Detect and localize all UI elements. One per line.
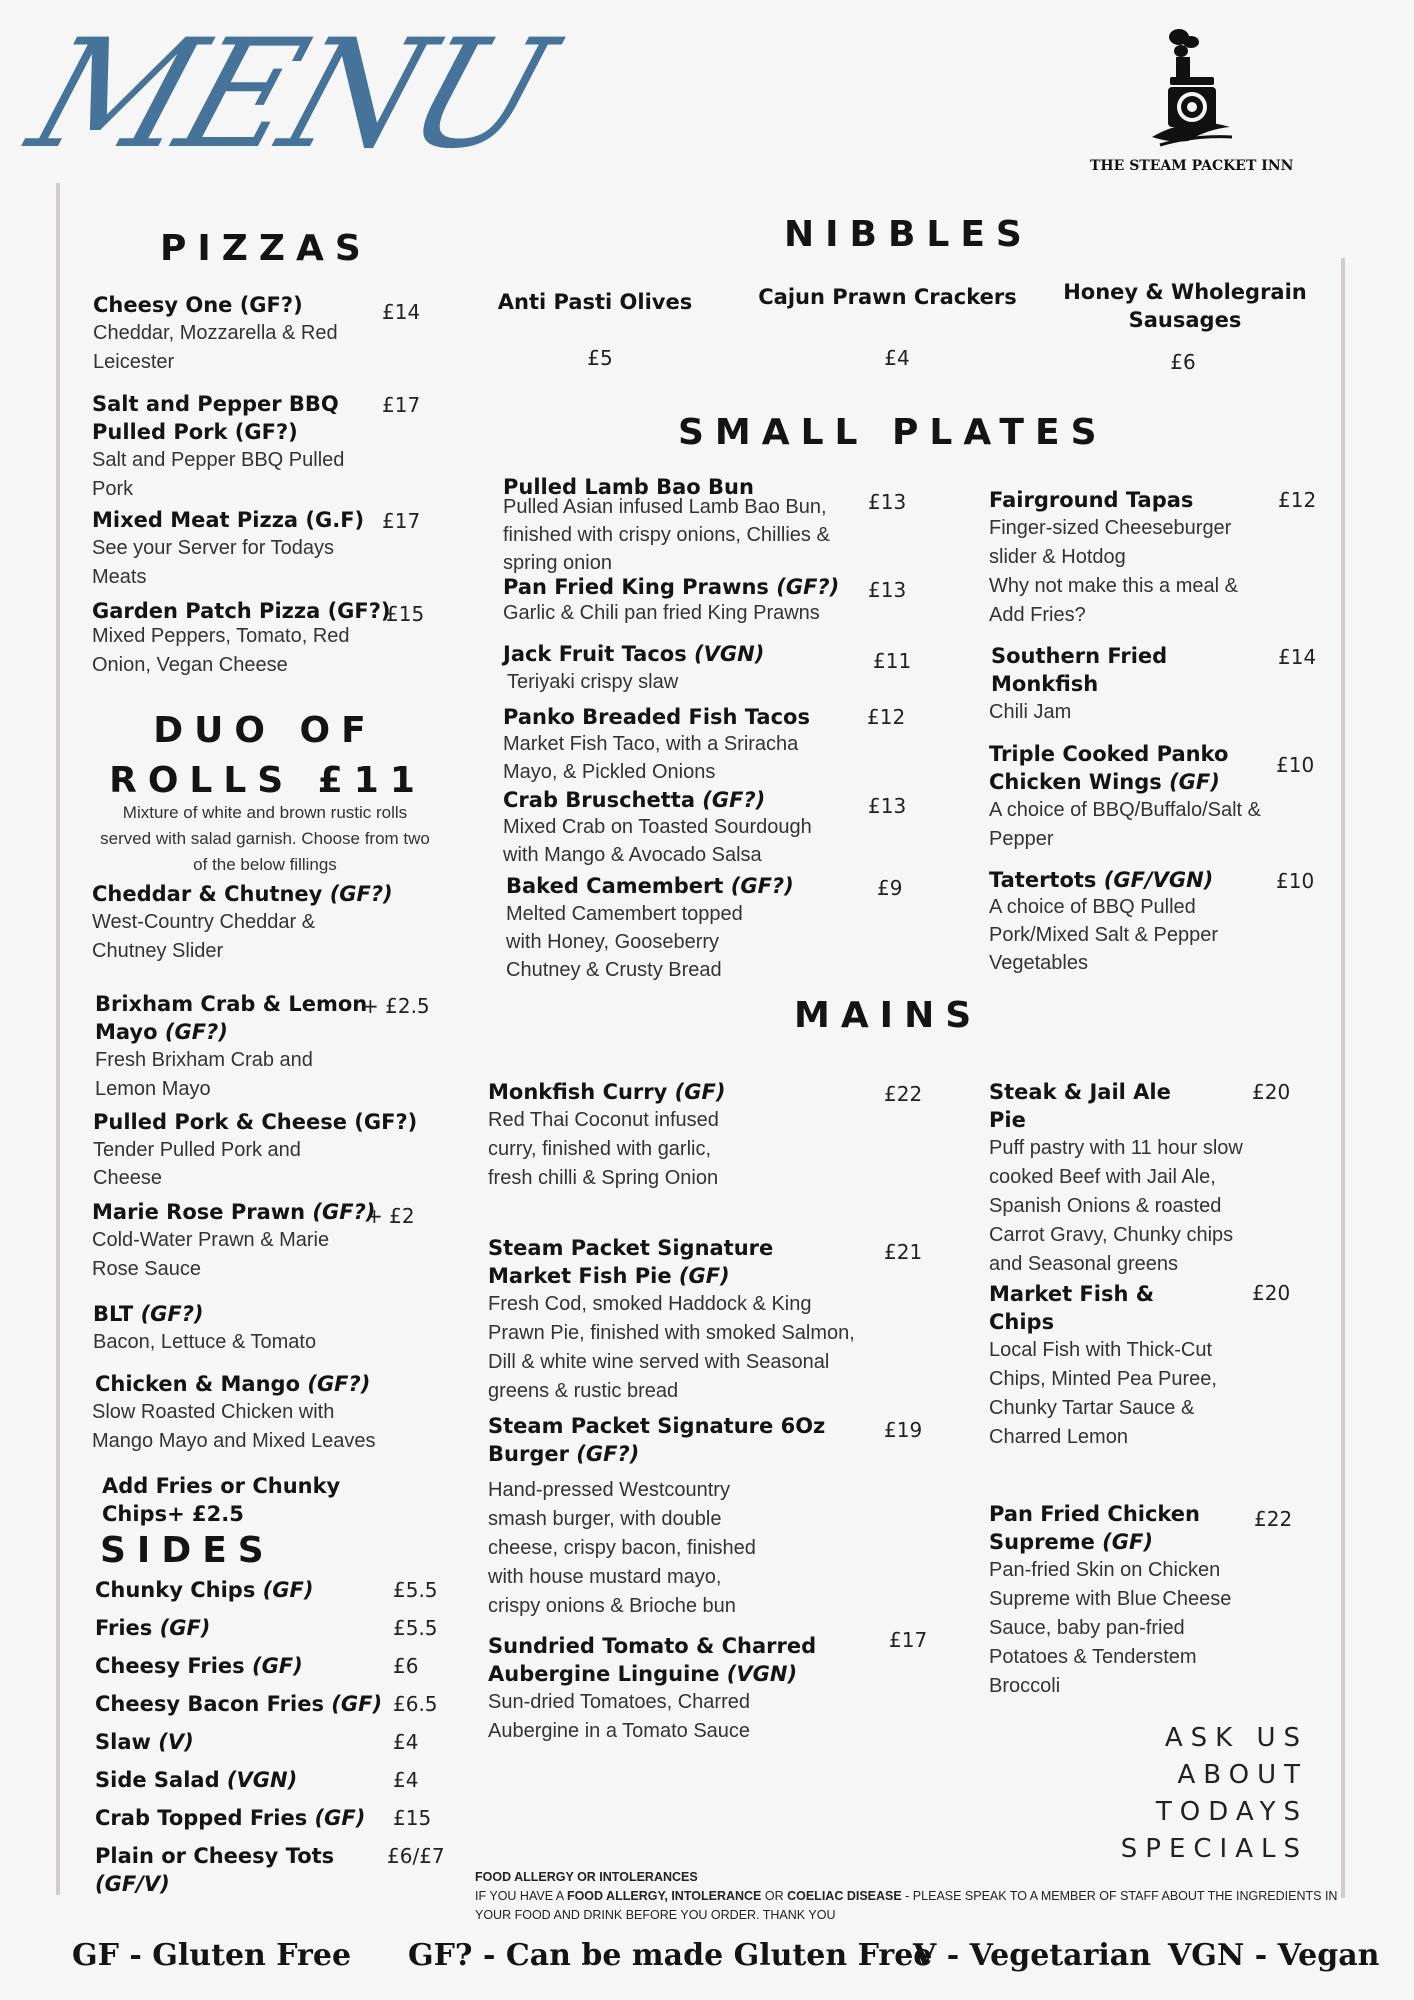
side-price: £5.5 <box>393 1616 438 1640</box>
duo-intro: Mixture of white and brown rustic rolls served with salad garnish. Choose from two of the below fillings <box>100 803 430 874</box>
plate-name: Tatertots <box>989 868 1097 892</box>
main-item <box>488 1412 868 1621</box>
main-desc: Red Thai Coconut infused curry, finished with garlic, fresh chilli & Spring Onion <box>488 1109 719 1189</box>
plate-item <box>503 704 843 786</box>
plate-price: £12 <box>1278 488 1317 512</box>
duo-tag: (GF?) <box>164 1020 228 1044</box>
nibble-price: £6 <box>1170 350 1196 374</box>
main-item <box>989 1500 1279 1701</box>
legend-gfq: GF? - Can be made Gluten Free <box>408 1938 933 1973</box>
menu-title: MENU <box>11 8 566 182</box>
plate-desc-extra: Why not make this a meal & Add Fries? <box>989 575 1238 626</box>
plate-price: £14 <box>1278 645 1317 669</box>
allergy-bold: FOOD ALLERGY, INTOLERANCE <box>566 1889 762 1903</box>
main-desc: Local Fish with Thick-Cut Chips, Minted Pea Puree, Chunky Tartar Sauce & Charred Lemon <box>989 1339 1217 1448</box>
duo-tag: (GF?) <box>329 882 393 906</box>
main-item <box>488 1078 868 1193</box>
specials-line: ABOUT <box>1177 1760 1308 1790</box>
nibble-price: £4 <box>884 346 910 370</box>
side-item <box>95 1728 445 1766</box>
plate-item <box>989 740 1279 854</box>
side-price: £6 <box>393 1654 419 1678</box>
nibble-name: Honey & Wholegrain Sausages <box>1063 280 1307 332</box>
pizza-price: £17 <box>382 393 421 417</box>
side-name: Chunky Chips <box>95 1578 256 1602</box>
side-item <box>95 1652 445 1690</box>
side-name: Plain or Cheesy Tots <box>95 1844 335 1868</box>
allergy-bold: COELIAC DISEASE <box>787 1889 902 1903</box>
plate-price: £13 <box>868 490 907 514</box>
main-item <box>989 1078 1279 1279</box>
main-desc: Pan-fried Skin on Chicken Supreme with Blue Cheese Sauce, baby pan-fried Potatoes & Tenderstem Broccoli <box>989 1559 1232 1697</box>
plate-price: £9 <box>877 876 903 900</box>
plate-tag: (GF?) <box>776 575 840 599</box>
plate-item <box>503 574 843 626</box>
pizza-desc: Mixed Peppers, Tomato, Red Onion, Vegan Cheese <box>92 625 350 676</box>
plate-price: £12 <box>867 705 906 729</box>
side-name: Cheesy Bacon Fries <box>95 1692 324 1716</box>
pizza-item <box>92 390 432 504</box>
side-item <box>95 1842 445 1902</box>
duo-desc: Fresh Brixham Crab and Lemon Mayo <box>95 1049 313 1100</box>
side-item <box>95 1766 445 1804</box>
logo <box>1090 25 1294 174</box>
main-tag: (GF) <box>674 1080 726 1104</box>
plate-price: £11 <box>873 649 912 673</box>
side-name: Slaw <box>95 1730 151 1754</box>
side-item <box>95 1804 445 1842</box>
plate-name: Fairground Tapas <box>989 488 1194 512</box>
side-tag: (V) <box>158 1730 194 1754</box>
plate-name: Jack Fruit Tacos <box>503 642 687 666</box>
plate-desc: Pulled Asian infused Lamb Bao Bun, finished with crispy onions, Chillies & spring onion <box>503 496 830 574</box>
side-tag: (GF) <box>262 1578 314 1602</box>
plate-name: Pulled Lamb Bao Bun <box>503 475 754 499</box>
main-price: £19 <box>884 1418 923 1442</box>
main-desc: Puff pastry with 11 hour slow cooked Beef with Jail Ale, Spanish Onions & roasted Carrot Gravy, Chunky chips and Seasonal greens <box>989 1137 1243 1275</box>
duo-title-line1: DUO OF <box>153 710 377 751</box>
specials-line: TODAYS <box>1155 1797 1308 1827</box>
main-item <box>488 1234 868 1406</box>
duo-tag: (GF?) <box>140 1302 204 1326</box>
logo-name: THE STEAM PACKET INN <box>1090 158 1294 174</box>
plate-name: Panko Breaded Fish Tacos <box>503 705 810 729</box>
duo-desc: Cold-Water Prawn & Marie Rose Sauce <box>92 1229 330 1280</box>
side-item <box>95 1614 445 1652</box>
plate-item <box>989 486 1279 630</box>
main-name: Sundried Tomato & Charred Aubergine Linguine <box>488 1634 817 1686</box>
duo-title-line2: ROLLS £11 <box>109 760 426 801</box>
pizza-name: Cheesy One (GF?) <box>93 293 303 317</box>
duo-price: + £2 <box>366 1204 415 1228</box>
specials-line: SPECIALS <box>1120 1834 1308 1864</box>
plate-price: £13 <box>868 794 907 818</box>
side-tag: (GF/V) <box>95 1872 170 1896</box>
main-item <box>989 1280 1279 1452</box>
plate-name: Southern Fried Monkfish <box>991 644 1168 696</box>
main-price: £22 <box>884 1082 923 1106</box>
plate-desc: Melted Camembert topped with Honey, Gooseberry Chutney & Crusty Bread <box>506 903 743 981</box>
side-name: Cheesy Fries <box>95 1654 245 1678</box>
duo-desc: Slow Roasted Chicken with Mango Mayo and Mixed Leaves <box>92 1401 376 1452</box>
duo-name: Brixham Crab & Lemon Mayo <box>95 992 368 1044</box>
plate-desc: Finger-sized Cheeseburger slider & Hotdog <box>989 517 1232 568</box>
side-tag: (GF) <box>314 1806 366 1830</box>
specials-line: ASK US <box>1164 1723 1308 1753</box>
pizza-name: Salt and Pepper BBQ Pulled Pork (GF?) <box>92 392 339 444</box>
plate-tag: (VGN) <box>694 642 765 666</box>
side-price: £4 <box>393 1730 419 1754</box>
duo-name: Pulled Pork & Cheese (GF?) <box>93 1110 418 1134</box>
plate-tag: (GF?) <box>702 788 766 812</box>
allergy-notice <box>475 1868 1355 1925</box>
plate-item <box>506 872 846 984</box>
pizzas-title: PIZZAS <box>160 228 372 269</box>
plate-desc: A choice of BBQ/Buffalo/Salt & Pepper <box>989 799 1262 850</box>
side-price: £5.5 <box>393 1578 438 1602</box>
plate-tag: (GF?) <box>730 874 794 898</box>
plate-item <box>989 867 1279 977</box>
main-tag: (GF) <box>1102 1530 1153 1554</box>
small-plates-title: SMALL PLATES <box>678 412 1108 453</box>
main-price: £17 <box>889 1628 928 1652</box>
duo-tag: (GF?) <box>312 1200 376 1224</box>
duo-addon: Add Fries or Chunky Chips+ £2.5 <box>102 1474 341 1526</box>
main-name: Market Fish & Chips <box>989 1282 1155 1334</box>
main-item <box>488 1632 868 1746</box>
plate-item <box>503 787 843 869</box>
plate-desc: Mixed Crab on Toasted Sourdough with Mango & Avocado Salsa <box>503 816 812 866</box>
main-name: Monkfish Curry <box>488 1080 668 1104</box>
plate-tag: (GF/VGN) <box>1103 868 1214 892</box>
side-tag: (GF) <box>331 1692 383 1716</box>
plate-price: £10 <box>1276 869 1315 893</box>
allergy-text: OR <box>761 1889 788 1903</box>
duo-desc: Bacon, Lettuce & Tomato <box>93 1331 317 1353</box>
side-price: £6/£7 <box>387 1844 445 1868</box>
duo-name: Marie Rose Prawn <box>92 1200 306 1224</box>
nibble-name: Anti Pasti Olives <box>497 290 693 314</box>
main-desc: Sun-dried Tomatoes, Charred Aubergine in a Tomato Sauce <box>488 1691 751 1742</box>
main-tag: (VGN) <box>726 1662 798 1686</box>
specials-note <box>1121 1720 1308 1868</box>
legend-gf: GF - Gluten Free <box>72 1938 352 1973</box>
main-tag: (GF?) <box>576 1442 640 1466</box>
pizza-desc: Cheddar, Mozzarella & Red Leicester <box>93 322 338 373</box>
side-name: Fries <box>95 1616 153 1640</box>
plate-name: Crab Bruschetta <box>503 788 695 812</box>
plate-tag: (GF) <box>1169 770 1220 794</box>
duo-item <box>92 880 422 966</box>
main-name: Steak & Jail Ale Pie <box>989 1080 1171 1132</box>
duo-name: Cheddar & Chutney <box>92 882 323 906</box>
plate-price: £13 <box>868 578 907 602</box>
pizza-price: £17 <box>382 509 421 533</box>
nibble-price: £5 <box>587 346 613 370</box>
pizza-name: Garden Patch Pizza (GF?) <box>92 599 391 623</box>
plate-item <box>503 640 843 697</box>
steam-train-logo-icon <box>1090 25 1290 150</box>
main-name: Pan Fried Chicken Supreme <box>989 1502 1201 1554</box>
side-item <box>95 1690 445 1728</box>
mains-title: MAINS <box>794 995 983 1036</box>
plate-item <box>991 642 1281 727</box>
side-item <box>95 1576 445 1614</box>
side-tag: (VGN) <box>226 1768 298 1792</box>
legend-vgn: VGN - Vegan <box>1168 1938 1380 1973</box>
duo-item <box>93 1300 423 1357</box>
plate-desc: Market Fish Taco, with a Sriracha Mayo, & Pickled Onions <box>503 733 799 783</box>
plate-name: Triple Cooked Panko Chicken Wings <box>989 742 1229 794</box>
sides-title: SIDES <box>100 1530 275 1571</box>
pizza-price: £15 <box>386 602 425 626</box>
duo-item <box>92 1370 422 1456</box>
nibbles-title: NIBBLES <box>784 214 1033 255</box>
side-price: £6.5 <box>393 1692 438 1716</box>
duo-item <box>93 1108 423 1192</box>
pizza-item <box>92 506 432 592</box>
main-desc: Hand-pressed Westcountry smash burger, with double cheese, crispy bacon, finished with house mustard mayo, crispy onions & Brioche bun <box>488 1479 756 1617</box>
side-name: Crab Topped Fries <box>95 1806 308 1830</box>
side-price: £15 <box>393 1806 432 1830</box>
right-rule <box>1341 258 1345 1898</box>
allergy-text: IF YOU HAVE A <box>475 1889 567 1903</box>
left-rule <box>56 183 60 1895</box>
main-tag: (GF) <box>678 1264 730 1288</box>
plate-desc: Teriyaki crispy slaw <box>507 671 679 693</box>
main-price: £22 <box>1254 1507 1293 1531</box>
duo-desc: Tender Pulled Pork and Cheese <box>93 1139 301 1189</box>
duo-tag: (GF?) <box>307 1372 371 1396</box>
plate-name: Pan Fried King Prawns <box>503 575 769 599</box>
plate-name: Baked Camembert <box>506 874 724 898</box>
allergy-text: - PLEASE SPEAK TO A MEMBER OF STAFF ABOUT THE INGREDIENTS IN YOUR FOOD AND DRINK BEFORE YOU ORDER. THANK YOU <box>475 1889 1338 1922</box>
side-price: £4 <box>393 1768 419 1792</box>
plate-desc: Garlic & Chili pan fried King Prawns <box>503 602 820 624</box>
main-price: £21 <box>884 1240 923 1264</box>
main-price: £20 <box>1252 1281 1291 1305</box>
plate-desc: A choice of BBQ Pulled Pork/Mixed Salt & Pepper Vegetables <box>989 896 1218 974</box>
main-name: Steam Packet Signature Market Fish Pie <box>488 1236 774 1288</box>
side-tag: (GF) <box>251 1654 303 1678</box>
main-name: Steam Packet Signature 6Oz Burger <box>488 1414 826 1466</box>
pizza-name: Mixed Meat Pizza (G.F) <box>92 508 365 532</box>
side-name: Side Salad <box>95 1768 220 1792</box>
pizza-desc: See your Server for Todays Meats <box>92 537 334 588</box>
side-tag: (GF) <box>159 1616 211 1640</box>
pizza-item <box>92 600 432 680</box>
plate-price: £10 <box>1276 753 1315 777</box>
nibble-name: Cajun Prawn Crackers <box>758 285 1017 309</box>
legend-v: V - Vegetarian <box>913 1938 1152 1973</box>
sides-list <box>95 1576 445 1902</box>
main-desc: Fresh Cod, smoked Haddock & King Prawn Pie, finished with smoked Salmon, Dill & white wine served with Seasonal greens & rustic bread <box>488 1293 855 1402</box>
pizza-price: £14 <box>382 300 421 324</box>
duo-name: BLT <box>93 1302 134 1326</box>
duo-name: Chicken & Mango <box>95 1372 301 1396</box>
main-price: £20 <box>1252 1080 1291 1104</box>
duo-price: + £2.5 <box>362 994 430 1018</box>
plate-desc: Chili Jam <box>989 701 1072 723</box>
duo-desc: West-Country Cheddar & Chutney Slider <box>92 911 316 962</box>
allergy-heading: FOOD ALLERGY OR INTOLERANCES <box>475 1870 698 1884</box>
pizza-desc: Salt and Pepper BBQ Pulled Pork <box>92 449 345 500</box>
plate-item <box>503 475 833 577</box>
